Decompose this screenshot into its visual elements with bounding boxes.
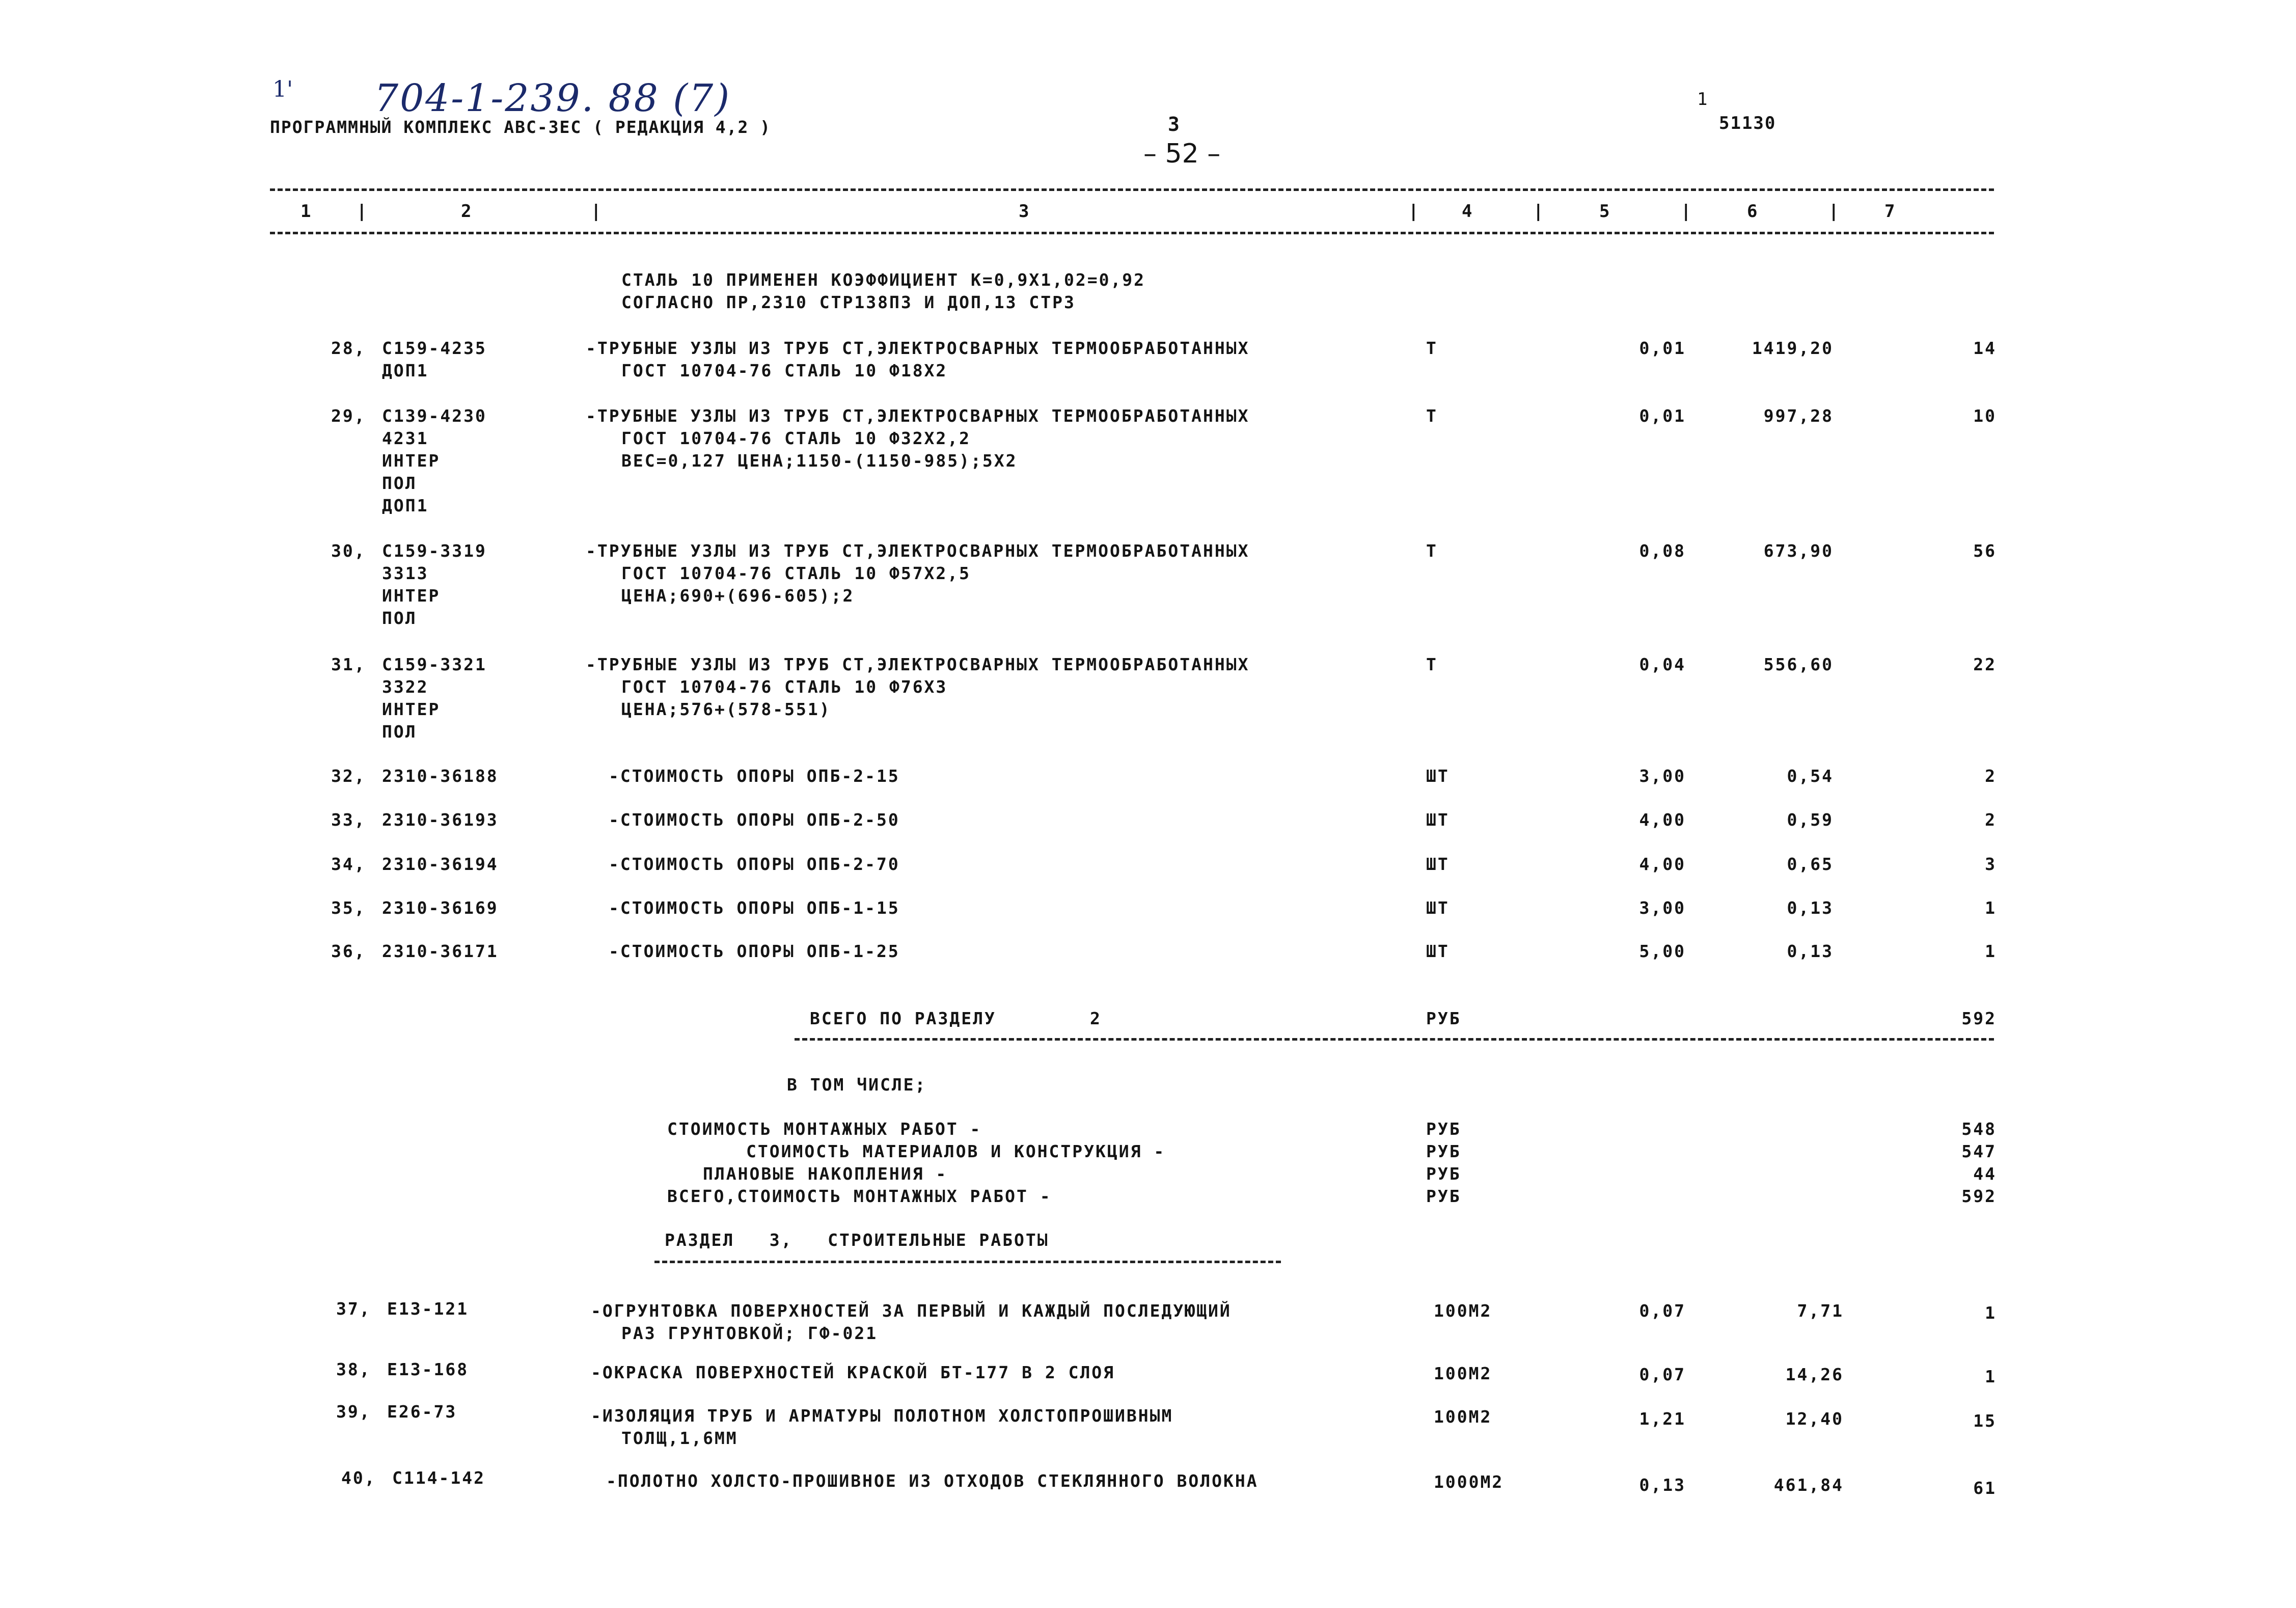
row-code: 3313 [382, 563, 429, 583]
row-code: ДОП1 [382, 496, 429, 515]
column-separator: | [591, 201, 602, 222]
row-unit: ШТ [1426, 766, 1450, 786]
row-total: 3 [1985, 854, 1997, 874]
intro-note-line: СОГЛАСНО ПР,2310 СТР138П3 И ДОП,13 СТР3 [621, 292, 1076, 312]
row-description: -ОГРУНТОВКА ПОВЕРХНОСТЕЙ ЗА ПЕРВЫЙ И КАЖДЫЙ ПОСЛЕДУЮЩИЙ [591, 1301, 1232, 1321]
row-code: Е13-121 [387, 1299, 469, 1319]
row-description: ГОСТ 10704-76 СТАЛЬ 10 Ф32Х2,2 [621, 428, 971, 448]
row-price: 12,40 [1785, 1409, 1844, 1429]
row-description: ЦЕНА;576+(578-551) [621, 699, 831, 719]
row-price: 1419,20 [1752, 338, 1834, 358]
handwritten-mark: 1' [272, 76, 293, 102]
row-code: ПОЛ [382, 473, 417, 493]
row-unit: 100М2 [1434, 1301, 1492, 1321]
row-total: 1 [1985, 1303, 1997, 1323]
document-code: 51130 [1719, 113, 1776, 133]
row-code: 2310-36193 [382, 810, 499, 830]
row-unit: ШТ [1426, 898, 1450, 918]
row-total: 1 [1985, 1367, 1997, 1386]
column-number-7: 7 [1884, 201, 1895, 222]
row-description: ВЕС=0,127 ЦЕНА;1150-(1150-985);5Х2 [621, 451, 1018, 471]
section-total-value: 592 [1961, 1009, 1997, 1028]
row-description: ГОСТ 10704-76 СТАЛЬ 10 Ф18Х2 [621, 361, 948, 380]
breakdown-value: 548 [1961, 1119, 1997, 1139]
tick-mark: 1 [1697, 89, 1708, 110]
row-code: ИНТЕР [382, 699, 441, 719]
row-quantity: 0,01 [1639, 406, 1686, 426]
row-code: 2310-36169 [382, 898, 499, 918]
column-number-6: 6 [1747, 201, 1758, 222]
row-total: 10 [1973, 406, 1997, 426]
row-code: 3322 [382, 677, 429, 697]
row-price: 7,71 [1797, 1301, 1844, 1321]
breakdown-unit: РУБ [1426, 1186, 1461, 1206]
breakdown-unit: РУБ [1426, 1141, 1461, 1161]
row-price: 14,26 [1785, 1365, 1844, 1384]
row-quantity: 3,00 [1639, 766, 1686, 786]
column-number-1: 1 [300, 201, 311, 222]
row-quantity: 3,00 [1639, 898, 1686, 918]
section-total-rule [795, 1038, 1994, 1041]
row-number: 32, [331, 766, 366, 786]
row-number: 40, [341, 1468, 376, 1488]
row-price: 556,60 [1763, 655, 1834, 674]
breakdown-unit: РУБ [1426, 1119, 1461, 1139]
row-code: С159-3319 [382, 541, 487, 561]
row-code: С159-4235 [382, 338, 487, 358]
row-unit: Т [1426, 338, 1438, 358]
row-unit: 100М2 [1434, 1407, 1492, 1427]
row-description: -ТРУБНЫЕ УЗЛЫ ИЗ ТРУБ СТ,ЭЛЕКТРОСВАРНЫХ ТЕРМООБРАБОТАННЫХ [586, 655, 1250, 674]
row-description: -ИЗОЛЯЦИЯ ТРУБ И АРМАТУРЫ ПОЛОТНОМ ХОЛСТОПРОШИВНЫМ [591, 1406, 1173, 1426]
breakdown-label: ПЛАНОВЫЕ НАКОПЛЕНИЯ - [703, 1164, 948, 1184]
breakdown-value: 592 [1961, 1186, 1997, 1206]
column-separator: | [357, 201, 367, 222]
row-code: С114-142 [392, 1468, 485, 1488]
row-description: ГОСТ 10704-76 СТАЛЬ 10 Ф57Х2,5 [621, 563, 971, 583]
row-unit: ШТ [1426, 941, 1450, 961]
row-total: 2 [1985, 810, 1997, 830]
table-header-rule [270, 232, 1994, 234]
sheet-number: 3 [1168, 113, 1180, 135]
row-price: 0,59 [1787, 810, 1834, 830]
handwritten-project-code: 704-1-239. 88 (7) [374, 76, 731, 120]
row-price: 0,13 [1787, 898, 1834, 918]
row-description: -СТОИМОСТЬ ОПОРЫ ОПБ-1-15 [609, 898, 900, 918]
row-total: 61 [1973, 1478, 1997, 1498]
row-quantity: 0,01 [1639, 338, 1686, 358]
row-quantity: 0,07 [1639, 1301, 1686, 1321]
row-quantity: 0,13 [1639, 1475, 1686, 1495]
row-total: 1 [1985, 941, 1997, 961]
row-total: 1 [1985, 898, 1997, 918]
section-heading: РАЗДЕЛ 3, СТРОИТЕЛЬНЫЕ РАБОТЫ [665, 1230, 1049, 1250]
row-code: С139-4230 [382, 406, 487, 426]
row-code: ПОЛ [382, 722, 417, 742]
row-description: РАЗ ГРУНТОВКОЙ; ГФ-021 [621, 1323, 878, 1343]
row-description: -ТРУБНЫЕ УЗЛЫ ИЗ ТРУБ СТ,ЭЛЕКТРОСВАРНЫХ ТЕРМООБРАБОТАННЫХ [586, 541, 1250, 561]
row-description: ЦЕНА;690+(696-605);2 [621, 586, 855, 606]
row-number: 31, [331, 655, 366, 674]
column-number-2: 2 [461, 201, 472, 222]
row-code: ПОЛ [382, 608, 417, 628]
row-number: 29, [331, 406, 366, 426]
column-separator: | [1828, 201, 1839, 222]
row-total: 15 [1973, 1411, 1997, 1431]
breakdown-heading: В ТОМ ЧИСЛЕ; [787, 1075, 927, 1095]
row-quantity: 0,08 [1639, 541, 1686, 561]
row-description: ГОСТ 10704-76 СТАЛЬ 10 Ф76Х3 [621, 677, 948, 697]
breakdown-value: 547 [1961, 1141, 1997, 1161]
row-total: 14 [1973, 338, 1997, 358]
breakdown-value: 44 [1973, 1164, 1997, 1184]
breakdown-label: ВСЕГО,СТОИМОСТЬ МОНТАЖНЫХ РАБОТ - [667, 1186, 1052, 1206]
column-number-4: 4 [1462, 201, 1472, 222]
row-price: 0,54 [1787, 766, 1834, 786]
row-description: -ПОЛОТНО ХОЛСТО-ПРОШИВНОЕ ИЗ ОТХОДОВ СТЕКЛЯННОГО ВОЛОКНА [606, 1471, 1259, 1491]
section-total-unit: РУБ [1426, 1009, 1461, 1028]
row-number: 30, [331, 541, 366, 561]
row-code: ДОП1 [382, 361, 429, 380]
row-description: -ТРУБНЫЕ УЗЛЫ ИЗ ТРУБ СТ,ЭЛЕКТРОСВАРНЫХ ТЕРМООБРАБОТАННЫХ [586, 338, 1250, 358]
row-unit: Т [1426, 655, 1438, 674]
column-number-3: 3 [1019, 201, 1029, 222]
breakdown-unit: РУБ [1426, 1164, 1461, 1184]
row-number: 37, [336, 1299, 371, 1319]
row-quantity: 0,04 [1639, 655, 1686, 674]
row-description: -ТРУБНЫЕ УЗЛЫ ИЗ ТРУБ СТ,ЭЛЕКТРОСВАРНЫХ ТЕРМООБРАБОТАННЫХ [586, 406, 1250, 426]
row-total: 56 [1973, 541, 1997, 561]
row-unit: 100М2 [1434, 1364, 1492, 1383]
row-price: 461,84 [1773, 1475, 1844, 1495]
row-code: 4231 [382, 428, 429, 448]
table-top-rule [270, 188, 1994, 191]
row-code: С159-3321 [382, 655, 487, 674]
breakdown-label: СТОИМОСТЬ МАТЕРИАЛОВ И КОНСТРУКЦИЯ - [746, 1141, 1166, 1161]
row-number: 38, [336, 1359, 371, 1379]
row-code: 2310-36188 [382, 766, 499, 786]
row-unit: Т [1426, 541, 1438, 561]
row-code: 2310-36194 [382, 854, 499, 874]
row-quantity: 4,00 [1639, 854, 1686, 874]
breakdown-label: СТОИМОСТЬ МОНТАЖНЫХ РАБОТ - [667, 1119, 982, 1139]
row-price: 673,90 [1763, 541, 1834, 561]
column-number-5: 5 [1599, 201, 1610, 222]
section-total-label: ВСЕГО ПО РАЗДЕЛУ [810, 1009, 996, 1028]
column-separator: | [1681, 201, 1691, 222]
row-number: 33, [331, 810, 366, 830]
column-separator: | [1408, 201, 1419, 222]
row-code: 2310-36171 [382, 941, 499, 961]
row-code: Е26-73 [387, 1402, 457, 1422]
row-description: -СТОИМОСТЬ ОПОРЫ ОПБ-2-15 [609, 766, 900, 786]
row-description: -ОКРАСКА ПОВЕРХНОСТЕЙ КРАСКОЙ БТ-177 В 2 СЛОЯ [591, 1362, 1115, 1382]
row-total: 2 [1985, 766, 1997, 786]
row-quantity: 1,21 [1639, 1409, 1686, 1429]
row-price: 0,13 [1787, 941, 1834, 961]
row-description: -СТОИМОСТЬ ОПОРЫ ОПБ-2-70 [609, 854, 900, 874]
row-price: 0,65 [1787, 854, 1834, 874]
row-number: 35, [331, 898, 366, 918]
row-number: 36, [331, 941, 366, 961]
row-code: Е13-168 [387, 1359, 469, 1379]
intro-note-line: СТАЛЬ 10 ПРИМЕНЕН КОЭФФИЦИЕНТ К=0,9Х1,02=0,92 [621, 270, 1146, 290]
row-code: ИНТЕР [382, 451, 441, 471]
row-unit: ШТ [1426, 810, 1450, 830]
section-total-number: 2 [1090, 1009, 1102, 1028]
row-number: 34, [331, 854, 366, 874]
row-quantity: 5,00 [1639, 941, 1686, 961]
row-number: 28, [331, 338, 366, 358]
column-separator: | [1533, 201, 1544, 222]
row-quantity: 4,00 [1639, 810, 1686, 830]
row-quantity: 0,07 [1639, 1365, 1686, 1384]
row-unit: 1000М2 [1434, 1472, 1504, 1492]
row-total: 22 [1973, 655, 1997, 674]
section-heading-rule [654, 1261, 1281, 1263]
row-unit: Т [1426, 406, 1438, 426]
program-line: ПРОГРАММНЫЙ КОМПЛЕКС АВС-ЗЕС ( РЕДАКЦИЯ 4,2 ) [270, 117, 772, 137]
page-number: – 52 – [1143, 139, 1221, 169]
row-code: ИНТЕР [382, 586, 441, 606]
row-description: ТОЛЩ,1,6ММ [621, 1428, 738, 1448]
row-unit: ШТ [1426, 854, 1450, 874]
row-description: -СТОИМОСТЬ ОПОРЫ ОПБ-2-50 [609, 810, 900, 830]
row-number: 39, [336, 1402, 371, 1422]
row-description: -СТОИМОСТЬ ОПОРЫ ОПБ-1-25 [609, 941, 900, 961]
row-price: 997,28 [1763, 406, 1834, 426]
